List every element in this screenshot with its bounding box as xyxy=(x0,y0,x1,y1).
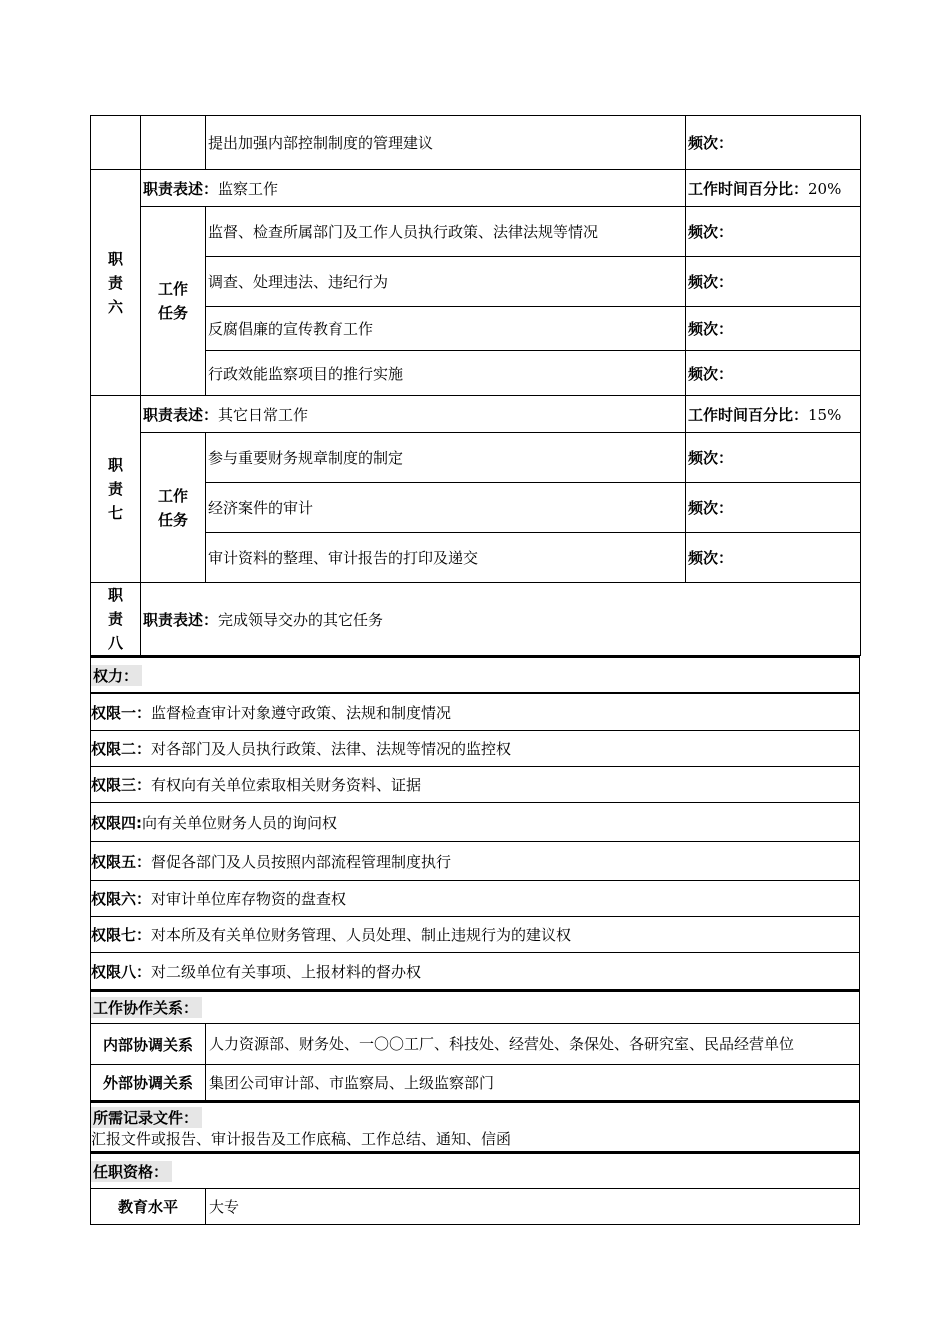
authority-item: 权限五： 督促各部门及人员按照内部流程管理制度执行 xyxy=(91,842,859,881)
task-row xyxy=(91,533,861,583)
authority-item: 权限一： 监督检查审计对象遵守政策、法规和制度情况 xyxy=(91,694,859,731)
internal-coordination-value: 人力资源部、财务处、一〇〇工厂、科技处、经营处、条保处、各研究室、民品经营单位 xyxy=(209,1035,795,1053)
frequency-label: 频次： xyxy=(686,257,861,307)
duty-seven-header xyxy=(91,396,861,433)
duty-six-header xyxy=(91,170,861,207)
qualification-title-row xyxy=(91,1154,859,1189)
authority-item: 权限三： 有权向有关单位索取相关财务资料、证据 xyxy=(91,767,859,803)
education-label: 教育水平 xyxy=(91,1189,206,1224)
cooperation-section xyxy=(90,990,860,1101)
task-text: 提出加强内部控制制度的管理建议 xyxy=(206,116,686,170)
empty-cell xyxy=(141,116,206,170)
records-section xyxy=(90,1101,860,1152)
authority-item: 权限四: 向有关单位财务人员的询问权 xyxy=(91,803,859,842)
frequency-label: 频次： xyxy=(686,116,861,170)
task-text: 参与重要财务规章制度的制定 xyxy=(206,433,686,483)
duties-table xyxy=(90,115,861,656)
job-description-page xyxy=(90,115,860,1225)
task-row xyxy=(91,351,861,396)
task-row xyxy=(91,257,861,307)
cooperation-title-row xyxy=(91,992,859,1024)
duty-eight-row xyxy=(91,583,861,656)
empty-cell xyxy=(91,116,141,170)
task-text: 经济案件的审计 xyxy=(206,483,686,533)
duty-six-description: 职责表述：监察工作 xyxy=(141,170,686,207)
task-text: 反腐倡廉的宣传教育工作 xyxy=(206,307,686,351)
duty-seven-label: 职 责 七 xyxy=(91,396,141,583)
duty-seven-time-percent: 工作时间百分比：15% xyxy=(686,396,861,433)
duty-six-time-percent: 工作时间百分比：20% xyxy=(686,170,861,207)
authority-title: 权力： xyxy=(91,665,142,686)
authority-item: 权限二： 对各部门及人员执行政策、法律、法规等情况的监控权 xyxy=(91,731,859,767)
qualification-title: 任职资格： xyxy=(91,1161,172,1182)
internal-coordination-row xyxy=(91,1024,859,1065)
authority-title-row xyxy=(91,658,859,694)
task-row xyxy=(91,116,861,170)
task-row xyxy=(91,433,861,483)
external-coordination-value: 集团公司审计部、市监察局、上级监察部门 xyxy=(209,1073,495,1092)
frequency-label: 频次： xyxy=(686,533,861,583)
task-row xyxy=(91,207,861,257)
frequency-label: 频次： xyxy=(686,483,861,533)
records-value: 汇报文件或报告、审计报告及工作底稿、工作总结、通知、信函 xyxy=(91,1130,512,1148)
task-text: 监督、检查所属部门及工作人员执行政策、法律法规等情况 xyxy=(206,207,686,257)
duty-six-label: 职 责 六 xyxy=(91,170,141,396)
task-row xyxy=(91,483,861,533)
authority-item: 权限六： 对审计单位库存物资的盘查权 xyxy=(91,881,859,917)
qualification-section xyxy=(90,1152,860,1225)
frequency-label: 频次： xyxy=(686,307,861,351)
education-value: 大专 xyxy=(209,1197,240,1216)
authority-item: 权限八： 对二级单位有关事项、上报材料的督办权 xyxy=(91,962,422,981)
task-row xyxy=(91,307,861,351)
records-title: 所需记录文件： xyxy=(91,1107,202,1128)
internal-coordination-label: 内部协调关系 xyxy=(91,1024,206,1064)
frequency-label: 频次： xyxy=(686,433,861,483)
authority-item: 权限七： 对本所及有关单位财务管理、人员处理、制止违规行为的建议权 xyxy=(91,917,859,953)
frequency-label: 频次： xyxy=(686,351,861,396)
external-coordination-row xyxy=(91,1065,859,1100)
external-coordination-label: 外部协调关系 xyxy=(91,1065,206,1100)
cooperation-title: 工作协作关系： xyxy=(91,997,202,1018)
education-row xyxy=(91,1189,859,1224)
authority-section xyxy=(90,656,860,990)
work-task-label: 工作 任务 xyxy=(141,207,206,396)
task-text: 审计资料的整理、审计报告的打印及递交 xyxy=(206,533,686,583)
frequency-label: 频次： xyxy=(686,207,861,257)
task-text: 调查、处理违法、违纪行为 xyxy=(206,257,686,307)
work-task-label: 工作 任务 xyxy=(141,433,206,583)
task-text: 行政效能监察项目的推行实施 xyxy=(206,351,686,396)
duty-seven-description: 职责表述：其它日常工作 xyxy=(141,396,686,433)
duty-eight-description: 职责表述：完成领导交办的其它任务 xyxy=(141,583,861,656)
duty-eight-label: 职 责 八 xyxy=(91,583,141,656)
